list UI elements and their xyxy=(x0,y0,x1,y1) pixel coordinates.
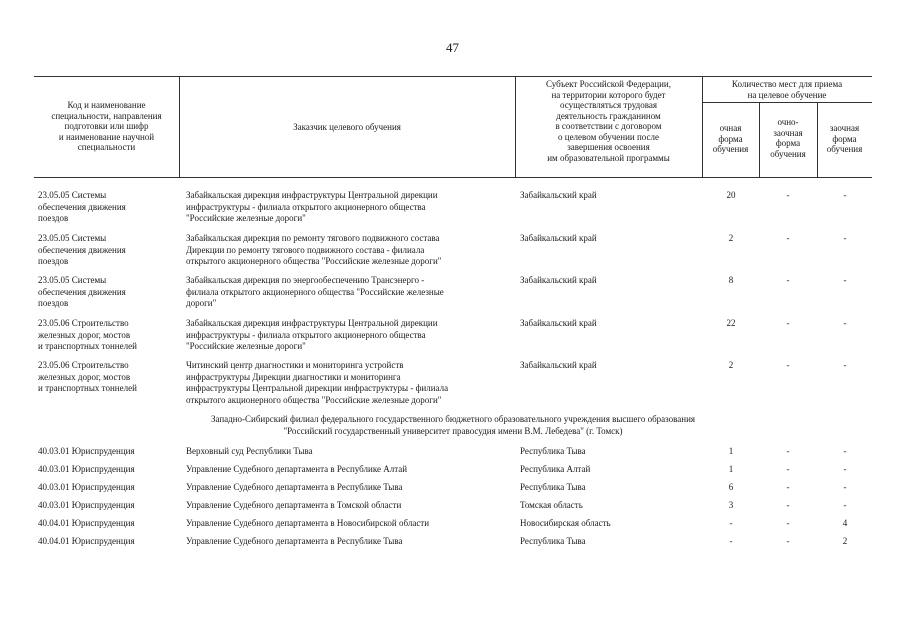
header-mixed: очно- заочная форма обучения xyxy=(770,117,806,159)
row-code: 40.03.01 Юриспруденция xyxy=(38,500,135,510)
row-mixed: - xyxy=(786,500,790,510)
row-customer: Забайкальская дирекция инфраструктуры Центральной дирекции инфраструктуры - филиала открытого акционерного общества "Российские железные дороги" xyxy=(186,190,438,223)
page-number: 47 xyxy=(446,40,459,55)
row-mixed: - xyxy=(786,464,790,474)
row-mixed: - xyxy=(786,233,790,243)
section-heading: Западно-Сибирский филиал федерального государственного бюджетного образовательного учреждения высшего образования "Российский государственный университет правосудия имени В.М. Лебедева" (г. Томск) xyxy=(210,414,696,436)
row-mixed: - xyxy=(786,446,790,456)
row-code: 23.05.05 Системы обеспечения движения поездов xyxy=(38,233,126,266)
row-code: 23.05.06 Строительство железных дорог, мостов и транспортных тоннелей xyxy=(38,318,137,351)
table-header xyxy=(34,76,872,178)
row-subject: Забайкальский край xyxy=(520,318,597,328)
row-fulltime: 20 xyxy=(726,190,736,200)
row-fulltime: 2 xyxy=(728,360,734,370)
row-customer: Управление Судебного департамента в Новосибирской области xyxy=(186,518,430,528)
row-subject: Республика Тыва xyxy=(520,536,586,546)
row-customer: Читинский центр диагностики и мониторинга устройств инфраструктуры Дирекции диагностики и мониторинга инфраструктуры Центральной дирекции инфраструктуры - филиала открытого акционерного общества "Российские железные дороги" xyxy=(186,360,449,405)
row-code: 40.03.01 Юриспруденция xyxy=(38,446,135,456)
row-subject: Забайкальский край xyxy=(520,360,597,370)
row-subject: Забайкальский край xyxy=(520,275,597,285)
row-parttime: - xyxy=(843,360,847,370)
row-mixed: - xyxy=(786,275,790,285)
row-customer: Управление Судебного департамента в Республике Алтай xyxy=(186,464,408,474)
header-customer: Заказчик целевого обучения xyxy=(293,122,401,132)
row-code: 40.03.01 Юриспруденция xyxy=(38,482,135,492)
row-customer: Управление Судебного департамента в Томской области xyxy=(186,500,402,510)
row-fulltime: 2 xyxy=(728,233,734,243)
row-mixed: - xyxy=(786,482,790,492)
row-subject: Забайкальский край xyxy=(520,233,597,243)
row-fulltime: - xyxy=(729,536,733,546)
row-code: 23.05.06 Строительство железных дорог, мостов и транспортных тоннелей xyxy=(38,360,137,393)
row-mixed: - xyxy=(786,360,790,370)
row-parttime: - xyxy=(843,275,847,285)
row-fulltime: 8 xyxy=(728,275,734,285)
row-code: 40.03.01 Юриспруденция xyxy=(38,464,135,474)
row-fulltime: 6 xyxy=(728,482,734,492)
row-mixed: - xyxy=(786,536,790,546)
header-places: Количество мест для приема на целевое обучение xyxy=(731,79,843,100)
row-fulltime: 22 xyxy=(726,318,736,328)
row-fulltime: 1 xyxy=(728,464,734,474)
row-fulltime: 3 xyxy=(728,500,734,510)
row-customer: Забайкальская дирекция по энергообеспечению Трансэнерго - филиала открытого акционерного общества "Российские железные дороги" xyxy=(186,275,444,308)
row-subject: Забайкальский край xyxy=(520,190,597,200)
row-code: 40.04.01 Юриспруденция xyxy=(38,518,135,528)
row-parttime: - xyxy=(843,464,847,474)
row-customer: Управление Судебного департамента в Республике Тыва xyxy=(186,536,403,546)
row-code: 40.04.01 Юриспруденция xyxy=(38,536,135,546)
row-code: 23.05.05 Системы обеспечения движения поездов xyxy=(38,275,126,308)
header-parttime: заочная форма обучения xyxy=(826,123,863,154)
row-fulltime: - xyxy=(729,518,733,528)
row-fulltime: 1 xyxy=(728,446,734,456)
row-parttime: 4 xyxy=(842,518,848,528)
row-parttime: - xyxy=(843,500,847,510)
row-mixed: - xyxy=(786,190,790,200)
row-customer: Управление Судебного департамента в Республике Тыва xyxy=(186,482,403,492)
header-fulltime: очная форма обучения xyxy=(712,123,749,154)
row-parttime: - xyxy=(843,482,847,492)
row-parttime: - xyxy=(843,190,847,200)
row-mixed: - xyxy=(786,318,790,328)
header-divider xyxy=(702,102,872,103)
row-customer: Верховный суд Республики Тыва xyxy=(186,446,313,456)
row-code: 23.05.05 Системы обеспечения движения поездов xyxy=(38,190,126,223)
row-subject: Республика Тыва xyxy=(520,446,586,456)
row-parttime: - xyxy=(843,233,847,243)
row-parttime: - xyxy=(843,318,847,328)
header-subject: Субъект Российской Федерации, на территории которого будет осуществляться трудовая деятельность гражданином в соответствии с договором о целевом обучении после завершения освоения им образовательной программы xyxy=(546,79,671,163)
row-mixed: - xyxy=(786,518,790,528)
row-parttime: 2 xyxy=(842,536,848,546)
row-subject: Томская область xyxy=(520,500,583,510)
row-parttime: - xyxy=(843,446,847,456)
row-subject: Республика Тыва xyxy=(520,482,586,492)
header-code: Код и наименование специальности, направления подготовки или шифр и наименование научной специальности xyxy=(51,100,162,152)
row-subject: Республика Алтай xyxy=(520,464,591,474)
row-customer: Забайкальская дирекция инфраструктуры Центральной дирекции инфраструктуры - филиала открытого акционерного общества "Российские железные дороги" xyxy=(186,318,438,351)
row-customer: Забайкальская дирекция по ремонту тягового подвижного состава Дирекции по ремонту тягового подвижного состава - филиала открытого акционерного общества "Российские железные дороги" xyxy=(186,233,442,266)
row-subject: Новосибирская область xyxy=(520,518,611,528)
